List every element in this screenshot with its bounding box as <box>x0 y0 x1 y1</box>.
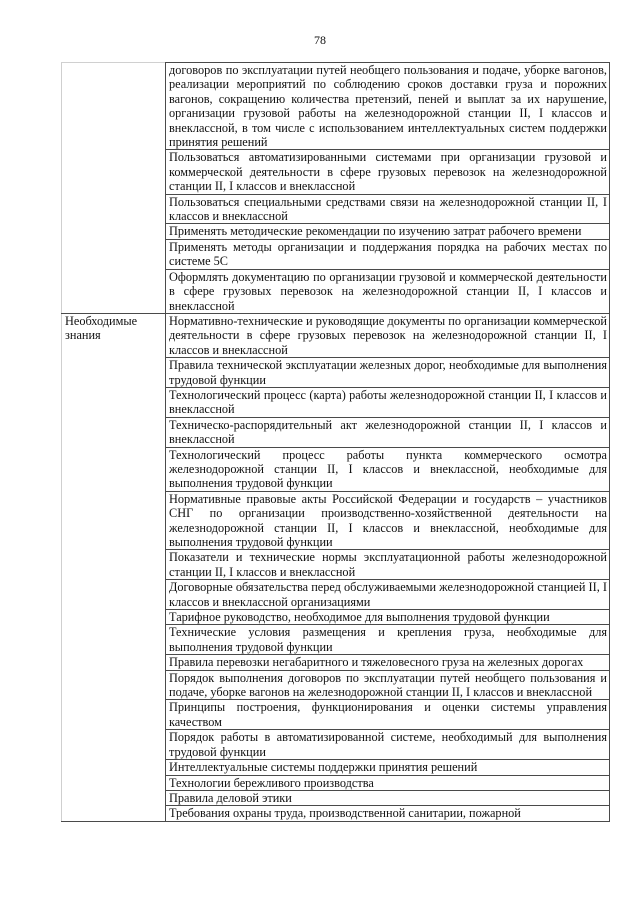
knowledge-label-cell <box>62 313 166 821</box>
knowledge-item: Тарифное руководство, необходимое для выполнения трудовой функции <box>166 610 610 625</box>
knowledge-item: Технологический процесс работы пункта коммерческого осмотра железнодорожной станции II, I классов и внеклассной, необходимые для выполнения трудовой функции <box>166 447 610 491</box>
knowledge-item: Показатели и технические нормы эксплуатационной работы железнодорожной станции II, I классов и внеклассной <box>166 550 610 580</box>
knowledge-item: Правила технической эксплуатации железных дорог, необходимые для выполнения трудовой функции <box>166 358 610 388</box>
knowledge-item: Принципы построения, функционирования и оценки системы управления качеством <box>166 700 610 730</box>
knowledge-item: Интеллектуальные системы поддержки принятия решений <box>166 760 610 775</box>
knowledge-item: Правила перевозки негабаритного и тяжеловесного груза на железных дорогах <box>166 655 610 670</box>
skill-item: Применять методы организации и поддержания порядка на рабочих местах по системе 5С <box>166 239 610 269</box>
knowledge-item: Нормативные правовые акты Российской Федерации и государств – участников СНГ по организации производственно-хозяйственной деятельности на железнодорожной станции II, I классов и внеклассной, необходимые для выполнения трудовой функции <box>166 491 610 550</box>
table-row <box>62 313 610 357</box>
knowledge-item: Технологический процесс (карта) работы железнодорожной станции II, I классов и внеклассной <box>166 387 610 417</box>
knowledge-item: Техническо-распорядительный акт железнодорожной станции II, I классов и внеклассной <box>166 417 610 447</box>
knowledge-item: Порядок выполнения договоров по эксплуатации путей необщего пользования и подаче, уборке вагонов на железнодорожной станции II, I классов и внеклассной <box>166 670 610 700</box>
knowledge-label: Необходимые знания <box>65 313 138 343</box>
skill-item: договоров по эксплуатации путей необщего пользования и подаче, уборке вагонов, реализации мероприятий по соблюдению сроков доставки груза и порожних вагонов, сокращению количества претензий, пеней и выплат за их нарушение, организации грузовой работы на железнодорожной станции II, I классов и внеклассной, в том числе с использованием интеллектуальных систем поддержки принятия решений <box>166 63 610 150</box>
knowledge-item: Правила деловой этики <box>166 790 610 805</box>
skill-item: Применять методические рекомендации по изучению затрат рабочего времени <box>166 224 610 239</box>
skills-label-cell <box>62 63 166 314</box>
knowledge-item: Нормативно-технические и руководящие документы по организации коммерческой деятельности в сфере грузовых перевозок на железнодорожной станции II, I классов и внеклассной <box>166 313 610 357</box>
knowledge-item: Технологии бережливого производства <box>166 775 610 790</box>
knowledge-item: Технические условия размещения и крепления груза, необходимые для выполнения трудовой функции <box>166 625 610 655</box>
knowledge-item: Требования охраны труда, производственной санитарии, пожарной <box>166 806 610 821</box>
knowledge-item: Договорные обязательства перед обслуживаемыми железнодорожной станцией II, I классов и внеклассной организациями <box>166 580 610 610</box>
requirements-table <box>61 62 610 822</box>
page-number: 78 <box>314 33 326 47</box>
knowledge-item: Порядок работы в автоматизированной системе, необходимый для выполнения трудовой функции <box>166 730 610 760</box>
table-row <box>62 63 610 150</box>
skill-item: Оформлять документацию по организации грузовой и коммерческой деятельности в сфере грузовых перевозок на железнодорожной станции II, I классов и внеклассной <box>166 269 610 313</box>
skill-item: Пользоваться специальными средствами связи на железнодорожной станции II, I классов и внеклассной <box>166 194 610 224</box>
skill-item: Пользоваться автоматизированными системами при организации грузовой и коммерческой деятельности в сфере грузовых перевозок на железнодорожной станции II, I классов и внеклассной <box>166 150 610 194</box>
